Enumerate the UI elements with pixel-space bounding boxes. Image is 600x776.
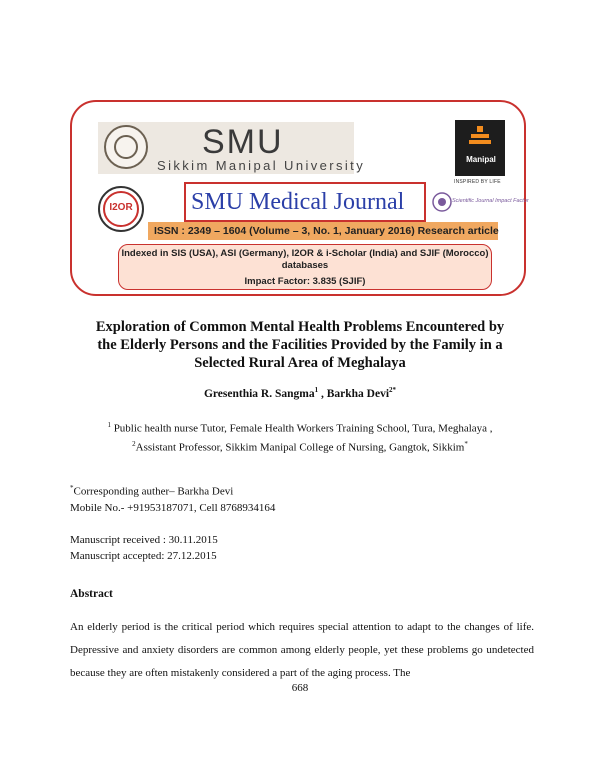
paper-title-line-3: Selected Rural Area of Meghalaya	[194, 355, 406, 371]
impact-factor: Impact Factor: 3.835 (SJIF)	[244, 276, 366, 286]
journal-title: SMU Medical Journal	[191, 189, 405, 215]
manuscript-dates	[70, 532, 218, 564]
smu-seal-icon	[104, 125, 148, 169]
affiliation-2	[60, 437, 540, 456]
affiliation-2-end-sup: *	[464, 439, 468, 448]
author-line	[60, 386, 540, 400]
author-2-sup: 2*	[389, 386, 397, 394]
smu-title: SMU	[202, 123, 284, 161]
sjif-label: Scientific Journal Impact Factor	[452, 198, 529, 204]
author-1-sup: 1	[314, 386, 319, 394]
paper-title-line-2: the Elderly Persons and the Facilities Provided by the Family in a	[97, 337, 503, 353]
corresponding-text: Corresponding auther– Barkha Devi	[73, 485, 234, 498]
manipal-logo-icon	[455, 120, 505, 176]
author-2: Barkha Devi	[326, 387, 390, 400]
corresponding-author	[70, 480, 275, 516]
author-1: Gresenthia R. Sangma	[203, 387, 315, 400]
affiliation-1	[60, 418, 540, 437]
mobile-line: Mobile No.- +91953187071, Cell 8768934164	[70, 501, 276, 514]
corresponding-sup: *	[70, 484, 74, 492]
indexing-line-1: Indexed in SIS (USA), ASI (Germany), I2OR & i-Scholar (India) and SJIF (Morocco)	[121, 248, 489, 259]
manuscript-accepted: Manuscript accepted: 27.12.2015	[70, 550, 217, 562]
manipal-name: Manipal	[466, 155, 496, 164]
author-separator: ,	[318, 387, 327, 400]
affiliations	[60, 418, 540, 455]
issn-text: ISSN : 2349 – 1604 (Volume – 3, No. 1, January 2016) Research article	[154, 225, 499, 237]
affiliation-2-sup: 2	[132, 439, 136, 448]
corresponding-line	[70, 480, 275, 500]
paper-title	[60, 318, 540, 372]
abstract-text: An elderly period is the critical period which requires special attention to adapt to the changes of life. Depressive and anxiety disorders are common among elderly people, yet these problems go undetected because they are often mistakenly considered a part of the aging process. The	[70, 621, 534, 679]
page-number: 668	[291, 682, 309, 694]
abstract-heading: Abstract	[70, 588, 113, 600]
affiliation-1-sup: 1	[107, 421, 111, 429]
paper-title-line-1: Exploration of Common Mental Health Problems Encountered by	[95, 319, 505, 335]
manuscript-received: Manuscript received : 30.11.2015	[70, 534, 218, 546]
indexing-line-2: databases	[281, 260, 329, 271]
affiliation-2-text: Assistant Professor, Sikkim Manipal College of Nursing, Gangtok, Sikkim	[135, 441, 465, 454]
affiliation-1-text: Public health nurse Tutor, Female Health Workers Training School, Tura, Meghalaya ,	[110, 422, 493, 435]
i2or-label: I2OR	[109, 202, 133, 213]
manipal-tagline: INSPIRED BY LIFE	[454, 179, 501, 185]
smu-subtitle: Sikkim Manipal University	[157, 158, 366, 173]
indexing-text	[120, 248, 490, 272]
